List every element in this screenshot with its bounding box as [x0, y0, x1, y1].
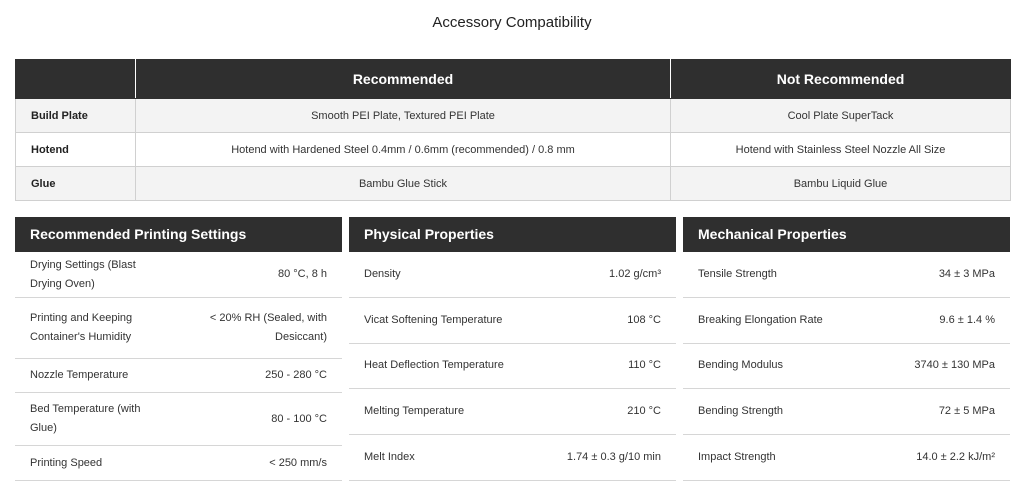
- row-label: Vicat Softening Temperature: [364, 313, 503, 326]
- row-label: Glue: [16, 167, 136, 201]
- list-item: [349, 298, 676, 344]
- corner-header: [16, 60, 136, 99]
- row-value: 1.02 g/cm³: [609, 267, 661, 280]
- list-item: [349, 389, 676, 435]
- list-item: [15, 359, 342, 393]
- row-label: Melt Index: [364, 451, 415, 464]
- list-item: [349, 344, 676, 390]
- list-item: [683, 298, 1010, 344]
- row-value: 110 °C: [628, 359, 661, 372]
- row-value: 72 ± 5 MPa: [938, 405, 995, 418]
- row-label: Bending Modulus: [698, 359, 784, 372]
- row-value: 1.74 ± 0.3 g/10 min: [566, 451, 661, 464]
- row-value: 108 °C: [627, 313, 661, 326]
- row-value: < 20% RH (Sealed, with Desiccant): [209, 312, 327, 343]
- table-row: [16, 133, 1011, 167]
- not-recommended-cell: Bambu Liquid Glue: [671, 167, 1011, 201]
- row-value: < 250 mm/s: [269, 456, 327, 469]
- panel-title: Mechanical Properties: [683, 217, 1010, 252]
- mechanical-properties-panel: [683, 217, 1010, 481]
- row-label: Impact Strength: [698, 451, 776, 464]
- row-label: Tensile Strength: [698, 267, 777, 280]
- row-value: 9.6 ± 1.4 %: [939, 313, 995, 326]
- row-value: 210 °C: [627, 405, 661, 418]
- row-value: 80 - 100 °C: [271, 412, 327, 425]
- recommended-cell: Hotend with Hardened Steel 0.4mm / 0.6mm (recommended) / 0.8 mm: [136, 133, 671, 167]
- row-label: Melting Temperature: [364, 405, 465, 418]
- row-label: Printing and Keeping Container's Humidity: [30, 312, 133, 343]
- list-item: [15, 393, 342, 446]
- list-item: [15, 298, 342, 359]
- not-recommended-cell: Cool Plate SuperTack: [671, 99, 1011, 133]
- row-value: 80 °C, 8 h: [277, 268, 327, 280]
- recommended-cell: Smooth PEI Plate, Textured PEI Plate: [136, 99, 671, 133]
- row-label: Printing Speed: [30, 456, 103, 469]
- row-label: Heat Deflection Temperature: [364, 359, 504, 372]
- recommended-header: Recommended: [136, 60, 671, 99]
- list-item: [683, 344, 1010, 390]
- list-item: [349, 252, 676, 298]
- list-item: [349, 435, 676, 481]
- row-label: Density: [364, 267, 401, 280]
- not-recommended-cell: Hotend with Stainless Steel Nozzle All Size: [671, 133, 1011, 167]
- row-label: Nozzle Temperature: [30, 369, 129, 381]
- printing-settings-panel: [15, 217, 342, 481]
- table-header-row: [16, 60, 1011, 99]
- not-recommended-header: Not Recommended: [671, 60, 1011, 99]
- list-item: [15, 446, 342, 481]
- page-title: Accessory Compatibility: [432, 14, 592, 31]
- row-label: Bending Strength: [698, 405, 784, 418]
- row-label: Bed Temperature (with Glue): [30, 403, 141, 434]
- row-value: 14.0 ± 2.2 kJ/m²: [916, 451, 995, 464]
- row-value: 3740 ± 130 MPa: [914, 359, 995, 372]
- panel-title: Recommended Printing Settings: [15, 217, 342, 252]
- list-item: [683, 435, 1010, 481]
- row-label: Hotend: [16, 133, 136, 167]
- list-item: [15, 252, 342, 298]
- row-label: Drying Settings (Blast Drying Oven): [30, 258, 136, 290]
- list-item: [683, 389, 1010, 435]
- table-row: [16, 99, 1011, 133]
- row-value: 250 - 280 °C: [265, 369, 327, 381]
- recommended-cell: Bambu Glue Stick: [136, 167, 671, 201]
- physical-properties-panel: [349, 217, 676, 481]
- list-item: [683, 252, 1010, 298]
- row-label: Breaking Elongation Rate: [698, 313, 823, 326]
- accessory-compatibility-table: [15, 59, 1011, 201]
- panel-title: Physical Properties: [349, 217, 676, 252]
- row-label: Build Plate: [16, 99, 136, 133]
- row-value: 34 ± 3 MPa: [938, 267, 995, 280]
- table-row: [16, 167, 1011, 201]
